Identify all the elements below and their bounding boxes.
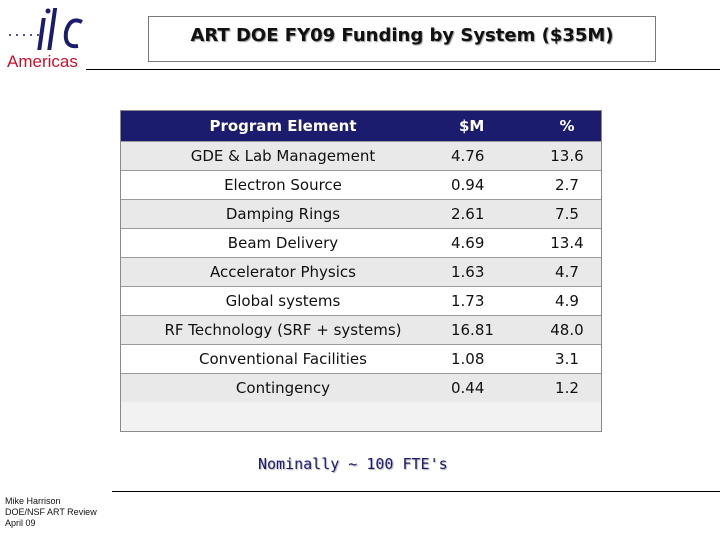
program-element-cell: Accelerator Physics bbox=[121, 258, 445, 287]
table-row bbox=[121, 316, 601, 345]
dollars-cell: 1.73 bbox=[445, 287, 533, 316]
dollars-cell: 1.63 bbox=[445, 258, 533, 287]
percent-cell: 2.7 bbox=[533, 171, 601, 200]
page-title: ART DOE FY09 Funding by System ($35M) bbox=[190, 25, 614, 46]
dollars-cell: 2.61 bbox=[445, 200, 533, 229]
funding-table bbox=[121, 111, 601, 402]
footer-date: April 09 bbox=[5, 518, 36, 528]
percent-cell: 1.2 bbox=[533, 374, 601, 403]
ilc-americas-logo bbox=[0, 0, 112, 72]
percent-cell: 4.9 bbox=[533, 287, 601, 316]
percent-cell: 13.6 bbox=[533, 142, 601, 171]
footer bbox=[5, 496, 97, 529]
table-row bbox=[121, 258, 601, 287]
percent-cell: 7.5 bbox=[533, 200, 601, 229]
column-header-dollars: $M bbox=[445, 111, 533, 142]
column-header-percent: % bbox=[533, 111, 601, 142]
footer-divider bbox=[112, 491, 720, 492]
dollars-cell: 16.81 bbox=[445, 316, 533, 345]
dollars-cell: 4.76 bbox=[445, 142, 533, 171]
table-row bbox=[121, 287, 601, 316]
table-row bbox=[121, 142, 601, 171]
program-element-cell: Global systems bbox=[121, 287, 445, 316]
footer-event: DOE/NSF ART Review bbox=[5, 507, 97, 517]
program-element-cell: Electron Source bbox=[121, 171, 445, 200]
program-element-cell: Conventional Facilities bbox=[121, 345, 445, 374]
percent-cell: 48.0 bbox=[533, 316, 601, 345]
table-row bbox=[121, 374, 601, 403]
table-row bbox=[121, 345, 601, 374]
percent-cell: 13.4 bbox=[533, 229, 601, 258]
dollars-cell: 0.94 bbox=[445, 171, 533, 200]
percent-cell: 4.7 bbox=[533, 258, 601, 287]
dollars-cell: 1.08 bbox=[445, 345, 533, 374]
header-divider bbox=[86, 69, 720, 70]
percent-cell: 3.1 bbox=[533, 345, 601, 374]
program-element-cell: Damping Rings bbox=[121, 200, 445, 229]
column-header-program-element: Program Element bbox=[121, 111, 445, 142]
program-element-cell: Contingency bbox=[121, 374, 445, 403]
ilc-logo-icon bbox=[8, 2, 88, 54]
table-row bbox=[121, 171, 601, 200]
table-row bbox=[121, 200, 601, 229]
program-element-cell: GDE & Lab Management bbox=[121, 142, 445, 171]
footer-author: Mike Harrison bbox=[5, 496, 61, 506]
funding-table-panel bbox=[120, 110, 602, 432]
dollars-cell: 4.69 bbox=[445, 229, 533, 258]
title-box bbox=[148, 16, 656, 62]
dollars-cell: 0.44 bbox=[445, 374, 533, 403]
program-element-cell: RF Technology (SRF + systems) bbox=[121, 316, 445, 345]
table-row bbox=[121, 229, 601, 258]
fte-footnote: Nominally ~ 100 FTE's bbox=[258, 455, 448, 473]
table-header-row bbox=[121, 111, 601, 142]
program-element-cell: Beam Delivery bbox=[121, 229, 445, 258]
logo-text: Americas bbox=[7, 52, 78, 71]
